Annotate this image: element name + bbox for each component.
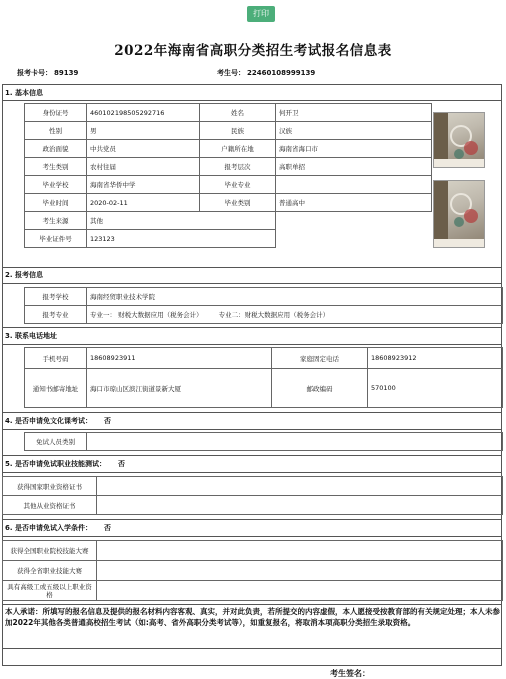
skill-exempt-value: 否 (117, 460, 125, 468)
admission-exempt-label: 6. 是否申请免试入学条件： (5, 524, 92, 532)
ticket-label: 报考卡号： (17, 69, 52, 77)
ethnic-label: 民族 (200, 122, 276, 140)
section-apply-title: 2. 报考信息 (5, 271, 43, 279)
senior-worker-value (97, 581, 503, 601)
major-two: 专业二：财税大数据应用（税务会计） (218, 311, 330, 319)
divider (2, 536, 502, 537)
empty-cell (276, 230, 432, 248)
skill-exempt-label: 5. 是否申请免试职业技能测试： (5, 460, 106, 468)
home-phone-value: 18608923912 (368, 348, 503, 369)
table-row (25, 369, 503, 408)
major-label: 毕业专业 (200, 176, 276, 194)
form-title: 2022年海南省高职分类招生考试报名信息表 (114, 43, 392, 59)
table-row (25, 194, 432, 212)
admission-exempt-value: 否 (103, 524, 111, 532)
exam-number-label: 考生号： (217, 69, 245, 77)
other-cert-value (97, 496, 503, 515)
cert-label: 毕业证件号 (25, 230, 87, 248)
grad-type-label: 毕业类别 (200, 194, 276, 212)
table-row (3, 561, 503, 581)
table-row (25, 158, 432, 176)
skill-exempt-table (2, 476, 503, 515)
table-row (25, 104, 432, 122)
exam-number-value: 22460108999139 (247, 69, 316, 77)
apply-school-value: 海南经贸职业技术学院 (87, 288, 503, 306)
table-row (3, 496, 503, 515)
table-row (25, 122, 432, 140)
print-button[interactable]: 打印 (247, 6, 275, 22)
divider (2, 344, 502, 345)
grad-time-label: 毕业时间 (25, 194, 87, 212)
section-admission-exempt-title (2, 521, 502, 535)
cert-value: 123123 (87, 230, 276, 248)
provincial-contest-label: 获得全省职业技能大赛 (3, 561, 97, 581)
mobile-value: 18608923911 (87, 348, 272, 369)
mobile-label: 手机号码 (25, 348, 87, 369)
divider (2, 519, 502, 520)
grad-time-value: 2020-02-11 (87, 194, 200, 212)
divider (2, 100, 502, 101)
level-value: 高职单招 (276, 158, 432, 176)
ethnic-value: 汉族 (276, 122, 432, 140)
national-cert-value (97, 477, 503, 496)
level-label: 报考层次 (200, 158, 276, 176)
applicant-photo (433, 112, 485, 168)
apply-info-table (24, 287, 503, 324)
table-row (25, 140, 432, 158)
culture-exempt-label: 4. 是否申请免文化课考试： (5, 417, 92, 425)
section-basic-title: 1. 基本信息 (5, 89, 43, 97)
name-label: 姓名 (200, 104, 276, 122)
id-value: 460102198505292716 (87, 104, 200, 122)
school-value: 海南省华侨中学 (87, 176, 200, 194)
section-contact-title: 3. 联系电话地址 (5, 332, 57, 340)
source-value: 其他 (87, 212, 276, 230)
divider (2, 429, 502, 430)
provincial-contest-value (97, 561, 503, 581)
senior-worker-label: 具有高级工或五级以上职业资格 (3, 581, 97, 601)
home-phone-label: 家庭固定电话 (272, 348, 368, 369)
national-contest-label: 获得全国职业院校技能大赛 (3, 541, 97, 561)
signature-label: 考生签名： (330, 669, 370, 678)
section-culture-exempt-title (2, 414, 502, 428)
postcode-value: 570100 (368, 369, 503, 408)
school-label: 毕业学校 (25, 176, 87, 194)
divider (2, 283, 502, 284)
other-cert-label: 其他从业资格证书 (3, 496, 97, 515)
apply-major-label: 报考专业 (25, 306, 87, 324)
declaration-text: 本人承诺：所填写的报名信息及提供的报名材料内容客观、真实，并对此负责，若所提交的内容虚假，本人愿接受按教育部的有关规定处理；本人未参加2022年其他各类普通高校招生考试（如:高考、省外高职分类考试等），如重复报名，将取消本项高职分类招生录取资格。 (5, 607, 500, 627)
national-contest-value (97, 541, 503, 561)
admission-exempt-table (2, 540, 503, 601)
hukou-value: 海南省海口市 (276, 140, 432, 158)
culture-exempt-value: 否 (103, 417, 111, 425)
applicant-photo-2 (433, 180, 485, 248)
table-row (3, 541, 503, 561)
table-row (25, 348, 503, 369)
gender-label: 性别 (25, 122, 87, 140)
address-value: 海口市琼山区滨江街道景新大厦 (87, 369, 272, 408)
apply-major-value (87, 306, 503, 324)
national-cert-label: 获得国家职业资格证书 (3, 477, 97, 496)
exam-number (217, 68, 315, 78)
contact-info-table (24, 347, 503, 408)
hukou-label: 户籍所在地 (200, 140, 276, 158)
table-row (25, 230, 432, 248)
exempt-type-label: 免试人员类别 (25, 433, 87, 451)
divider (2, 648, 502, 649)
table-row (25, 288, 503, 306)
table-row (25, 176, 432, 194)
divider (2, 472, 502, 473)
political-value: 中共党员 (87, 140, 200, 158)
divider (2, 327, 502, 328)
category-label: 考生类别 (25, 158, 87, 176)
section-skill-exempt-title (2, 457, 502, 471)
culture-exempt-table (24, 432, 503, 451)
basic-info-table (24, 103, 432, 248)
empty-cell (276, 212, 432, 230)
major-one: 专业一： 财税大数据应用（税务会计） (90, 311, 203, 319)
exempt-type-value (87, 433, 503, 451)
table-row (3, 581, 503, 601)
name-value: 何开卫 (276, 104, 432, 122)
source-label: 考生来源 (25, 212, 87, 230)
apply-school-label: 报考学校 (25, 288, 87, 306)
political-label: 政治面貌 (25, 140, 87, 158)
divider (2, 412, 502, 413)
grad-type-value: 普通高中 (276, 194, 432, 212)
category-value: 农村往届 (87, 158, 200, 176)
major-value (276, 176, 432, 194)
divider (2, 604, 502, 605)
table-row (3, 477, 503, 496)
postcode-label: 邮政编码 (272, 369, 368, 408)
table-row (25, 212, 432, 230)
divider (2, 455, 502, 456)
table-row (25, 433, 503, 451)
gender-value: 男 (87, 122, 200, 140)
id-label: 身份证号 (25, 104, 87, 122)
table-row (25, 306, 503, 324)
ticket-value: 89139 (54, 69, 79, 77)
ticket-number (17, 68, 78, 78)
address-label: 通知书邮寄地址 (25, 369, 87, 408)
